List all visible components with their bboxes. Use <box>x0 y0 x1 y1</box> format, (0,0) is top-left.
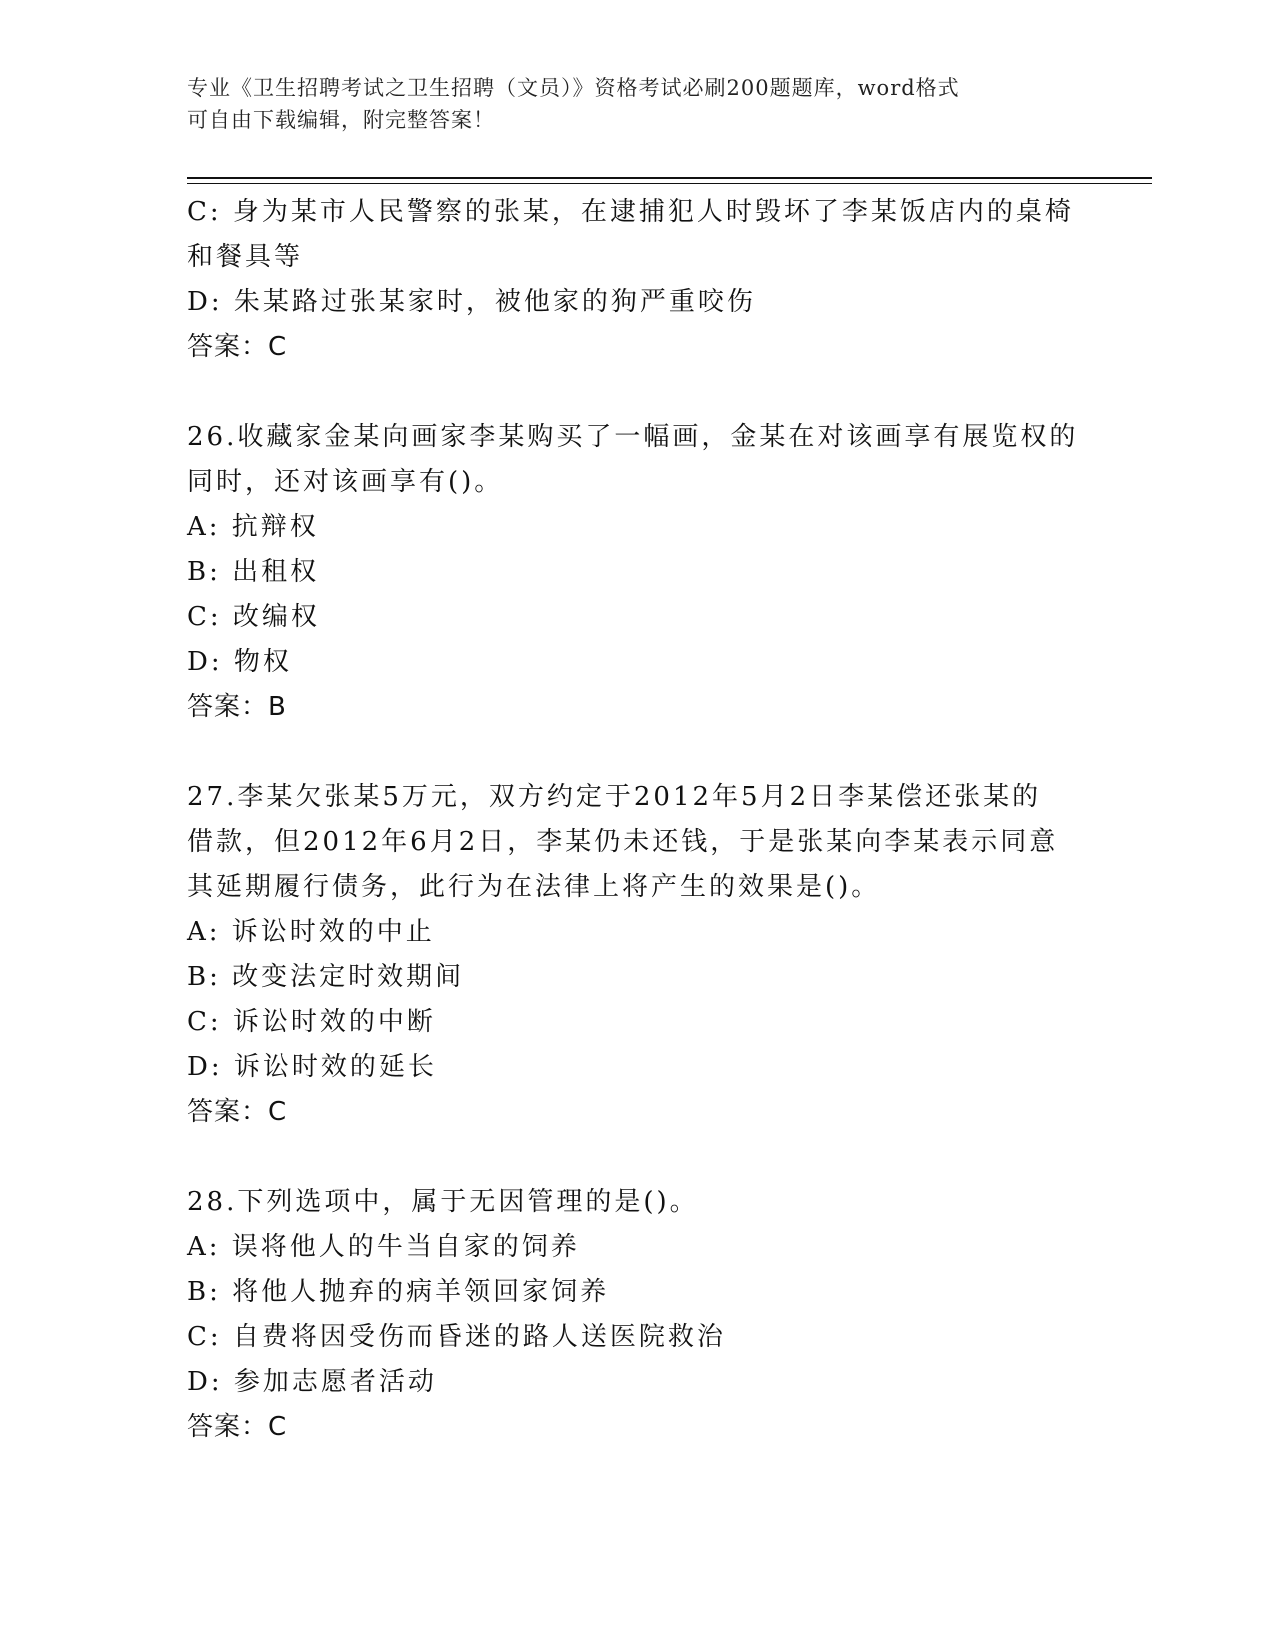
question-content <box>187 190 1087 1450</box>
question-27 <box>187 775 1087 1135</box>
header-line-2: 可自由下载编辑，附完整答案！ <box>187 108 495 132</box>
option-b: B: 将他人抛弃的病羊领回家饲养 <box>187 1277 610 1307</box>
option-c: C: 身为某市人民警察的张某，在逮捕犯人时毁坏了李某饭店内的桌椅 <box>187 197 1074 227</box>
question-28 <box>187 1180 1087 1450</box>
option-d: D: 诉讼时效的延长 <box>187 1052 437 1082</box>
answer-line: 答案：C <box>187 332 288 362</box>
question-text: 28.下列选项中，属于无因管理的是()。 <box>187 1187 699 1217</box>
question-text: 借款，但2012年6月2日，李某仍未还钱，于是张某向李某表示同意 <box>187 827 1059 857</box>
header-divider-thick <box>187 177 1152 179</box>
answer-line: 答案：C <box>187 1412 288 1442</box>
question-26 <box>187 415 1087 730</box>
spacer <box>187 370 1087 415</box>
question-text: 其延期履行债务，此行为在法律上将产生的效果是()。 <box>187 872 881 902</box>
document-header <box>187 72 1087 136</box>
answer-line: 答案：C <box>187 1097 288 1127</box>
question-text: 同时，还对该画享有()。 <box>187 467 504 497</box>
option-c: C: 自费将因受伤而昏迷的路人送医院救治 <box>187 1322 726 1352</box>
question-text: 26.收藏家金某向画家李某购买了一幅画，金某在对该画享有展览权的 <box>187 422 1079 452</box>
option-c: C: 改编权 <box>187 602 320 632</box>
header-divider-thin <box>187 183 1152 184</box>
option-b: B: 改变法定时效期间 <box>187 962 465 992</box>
option-d: D: 参加志愿者活动 <box>187 1367 437 1397</box>
option-d: D: 物权 <box>187 647 292 677</box>
spacer <box>187 1135 1087 1180</box>
option-b: B: 出租权 <box>187 557 320 587</box>
option-c: C: 诉讼时效的中断 <box>187 1007 436 1037</box>
spacer <box>187 730 1087 775</box>
previous-question-tail <box>187 190 1087 370</box>
option-a: A: 抗辩权 <box>187 512 319 542</box>
option-c-continued: 和餐具等 <box>187 242 304 272</box>
option-a: A: 诉讼时效的中止 <box>187 917 435 947</box>
option-a: A: 误将他人的牛当自家的饲养 <box>187 1232 580 1262</box>
option-d: D: 朱某路过张某家时，被他家的狗严重咬伤 <box>187 287 756 317</box>
question-text: 27.李某欠张某5万元，双方约定于2012年5月2日李某偿还张某的 <box>187 782 1042 812</box>
answer-line: 答案：B <box>187 692 287 722</box>
header-line-1: 专业《卫生招聘考试之卫生招聘（文员）》资格考试必刷200题题库，word格式 <box>187 76 960 100</box>
